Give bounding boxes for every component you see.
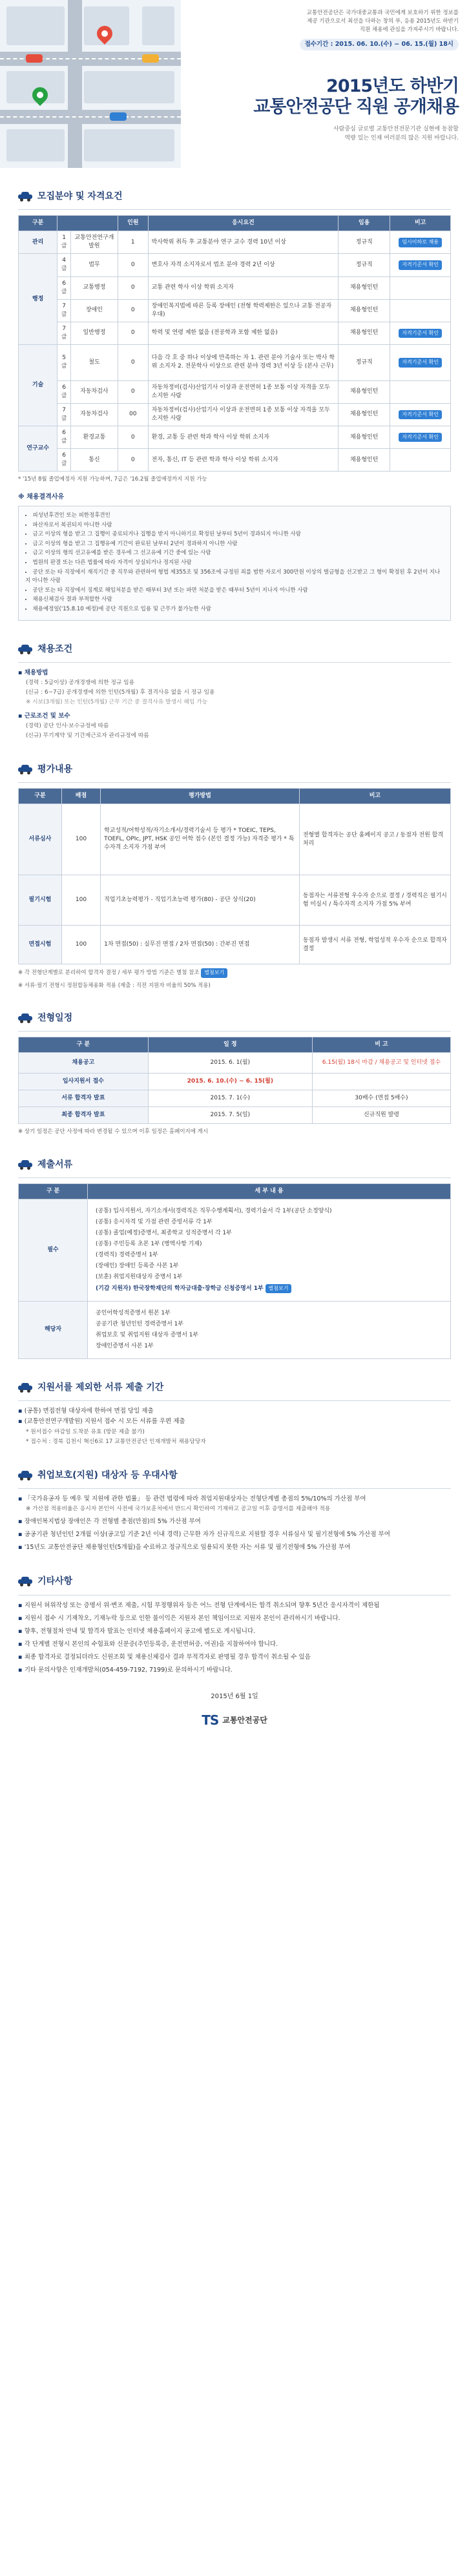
documents-table: 구 분 세 부 내 용 필수 (공통) 입사지원서, 자기소개서(경력직은 직무수행계획서), 경력기술서 각 1부(공단 소정양식) (공통) 응시자격 및 가점 관련 증빙서류 각 1부 (공통) 졸업(예정)증명서, 최종학교 성적증명서 각 1부 (공통) 주민등록 초본 1부 (병역사항 기재) (경력직) 경력증명서 1부 (장애인) 장애인 등록증 사본 1부 (보훈) 취업지원대상자 증명서 1부 (기감 지원자) 한국장학재단의 학자금대출·장학금 신청증명서 1부 별첨보기 해당자 공인어학성적증명서 원본 1부 공공기관 청년인턴 경력증명서 1부 취업보호 및 취업지원 대상자 증명서 1부 장애인증명서 사본 1부: [18, 1183, 451, 1359]
grade-cell: 6급: [57, 426, 71, 449]
table-row: [19, 254, 451, 276]
requirement-cell: 박사학위 취득 후 교통분야 연구 교수 경력 10년 이상: [148, 231, 338, 254]
section-header-conditions: 채용조건: [18, 643, 451, 656]
requirement-cell: 장애인복지법에 따른 등록 장애인 (전형 학력제한은 있으나 교통 전공자 우대): [148, 299, 338, 322]
count-cell: 0: [118, 299, 148, 322]
grade-cell: 7급: [57, 322, 71, 344]
qualification-button[interactable]: 자격기준서 확인: [399, 358, 442, 367]
hero-description: 사람중심 글로벌 교통안전전문기관 실현에 동참할 역량 있는 인재 여러분의 많은 지원 바랍니다.: [333, 125, 459, 142]
qualification-button[interactable]: 자격기준서 확인: [399, 329, 442, 338]
appointment-cell: 채용형인턴: [339, 276, 390, 299]
requirement-cell: 자동차정비(검사)산업기사 이상과 운전면허 1종 보통 이상 자격을 모두 소지한 사람: [148, 380, 338, 403]
note-cell: [390, 299, 451, 322]
section-header-submission: 지원서를 제외한 서류 제출 기간: [18, 1381, 451, 1394]
count-cell: 00: [118, 403, 148, 426]
grade-cell: 6급: [57, 380, 71, 403]
section-header-preference: 취업보호(지원) 대상자 등 우대사항: [18, 1469, 451, 1482]
attachment-button[interactable]: 별첨보기: [201, 968, 227, 977]
announcement-date: 2015년 6월 1일: [211, 1693, 258, 1701]
note-cell: [390, 322, 451, 344]
car-icon: [18, 645, 32, 654]
grade-cell: 6급: [57, 449, 71, 472]
count-cell: 0: [118, 449, 148, 472]
car-icon: [18, 1160, 32, 1169]
table-row: [19, 344, 451, 380]
appointment-cell: 채용형인턴: [339, 322, 390, 344]
note-cell: [390, 254, 451, 276]
field-cell: 일반행정: [70, 322, 118, 344]
note-cell: [390, 449, 451, 472]
appointment-cell: 정규직: [339, 344, 390, 380]
table-row: [19, 403, 451, 426]
requirement-cell: 환경, 교통 등 관련 학과 학사 이상 학위 소지자: [148, 426, 338, 449]
group-cell: 행정: [19, 254, 57, 344]
section-header-evaluation: 평가내용: [18, 763, 451, 776]
qualification-button[interactable]: 자격기준서 확인: [399, 433, 442, 442]
table-row: [19, 231, 451, 254]
hero-title: 2015년도 하반기 교통안전공단 직원 공개채용: [253, 76, 459, 118]
grade-cell: 5급: [57, 344, 71, 380]
field-cell: 철도: [70, 344, 118, 380]
section-header-etc: 기타사항: [18, 1575, 451, 1588]
section-header-documents: 제출서류: [18, 1158, 451, 1171]
appointment-cell: 채용형인턴: [339, 299, 390, 322]
note-cell: [390, 231, 451, 254]
table-row: [19, 449, 451, 472]
attachment-button[interactable]: 별첨보기: [266, 1284, 292, 1293]
ts-logo-icon: TS: [202, 1712, 219, 1728]
map-illustration: [0, 0, 181, 168]
table-row: [19, 426, 451, 449]
count-cell: 0: [118, 254, 148, 276]
car-icon: [18, 1383, 32, 1392]
count-cell: 0: [118, 380, 148, 403]
note-cell: [390, 380, 451, 403]
group-cell: 연구교수: [19, 426, 57, 472]
field-cell: 자동차검사: [70, 403, 118, 426]
organization-logo: TS 교통안전공단: [18, 1711, 451, 1730]
car-icon: [18, 1577, 32, 1586]
count-cell: 0: [118, 276, 148, 299]
appointment-cell: 채용형인턴: [339, 380, 390, 403]
grade-cell: 7급: [57, 299, 71, 322]
preference-body: ▪ 「국가유공자 등 예우 및 지원에 관한 법률」 등 관련 법령에 따라 취업지원대상자는 전형단계별 총점의 5%/10%의 가산점 부여 ※ 가산점 적용비율은 응시자 본인이 사전에 국가보훈처에서 반드시 확인하여 기재하고 공고일 이후 증명서를 제출해야 적용 ▪ 장애인복지법상 장애인은 각 전형별 총점(만점)의 5% 가산점 부여 ▪ 공공기관 청년인턴 2개월 이상(공고일 기준 2년 이내 경력) 근무한 자가 신규직으로 지원할 경우 서류심사 및 필기전형에 5% 가산점 부여 ▪ '15년도 교통안전공단 채용형인턴(5개월)을 수료하고 정규직으로 임용되지 못한 자는 서류 및 필기전형에 5% 가산점 부여: [18, 1495, 390, 1552]
table-row: [19, 322, 451, 344]
hero-intro: 교통안전공단은 국가대중교통과 국민에게 보호하기 위한 정보를 제공 기관으로서 최선을 다하는 창의 부, 응용 2015년도 하반기 직원 채용에 관심을 가져주시기 바랍니다.: [306, 10, 459, 33]
qualification-button[interactable]: 자격기준서 확인: [399, 260, 442, 269]
recruit-footnote: * '15년 8월 졸업예정자 지원 가능하며, 7급은 '16.2월 졸업예정까지 지원 가능: [18, 476, 207, 483]
schedule-table: 구 분 일 정 비 고 채용공고 2015. 6. 1(월) 6.15(월) 18시 마감 / 채용공고 및 인터넷 접수 입사지원서 접수 2015. 6. 10.(수) ~ 6. 15(월) 서류 합격자 발표 2015. 7. 1(수) 30배수 (면접 5배수) 최종 합격자 발표 2015. 7. 5(일) 신규직원 발령: [18, 1037, 451, 1124]
evaluation-note-2: ※ 서류·필기 전형시 정원합동채용화 적용 (제출 : 직전 지원자 비율의 50% 적용): [18, 982, 211, 989]
note-cell: [390, 276, 451, 299]
schedule-footnote: ※ 상기 일정은 공단 사정에 따라 변경될 수 있으며 이후 일정은 홈페이지에 게시: [18, 1128, 209, 1136]
table-row: [19, 380, 451, 403]
requirement-cell: 변호사 자격 소지자로서 법조 분야 경력 2년 이상: [148, 254, 338, 276]
etc-body: ▪ 지원서 허위작성 또는 증명서 위·변조 제출, 시험 부정행위자 등은 어느 전형 단계에서든 합격 취소되며 향후 5년간 응시자격이 제한됨 ▪ 지원서 접수 시 기재착오, 기재누락 등으로 인한 불이익은 지원자 본인 책임이므로 지원자 본인이 관리하시기 바랍니다. ▪ 향후, 전형절차 안내 및 합격자 발표는 인터넷 채용홈페이지 공고에 별도로 게시됩니다. ▪ 각 단계별 전형시 본인의 수험표와 신분증(주민등록증, 운전면허증, 여권)을 지참하여야 합니다. ▪ 최종 합격자로 결정되더라도 신원조회 및 채용신체검사 결과 부적격자로 판명될 경우 합격이 취소될 수 있음 ▪ 기타 문의사항은 인재개발처(054-459-7192, 7199)로 문의하시기 바랍니다.: [18, 1601, 380, 1674]
car-icon: [18, 1013, 32, 1023]
field-cell: 자동차검사: [70, 380, 118, 403]
grade-cell: 4급: [57, 254, 71, 276]
section-header-schedule: 전형일정: [18, 1012, 451, 1024]
note-cell: [390, 426, 451, 449]
count-cell: 0: [118, 322, 148, 344]
appointment-cell: 정규직: [339, 254, 390, 276]
car-icon: [18, 192, 32, 201]
car-icon: [18, 765, 32, 774]
requirement-cell: 교통 관련 학사 이상 학위 소지자: [148, 276, 338, 299]
count-cell: 0: [118, 344, 148, 380]
submission-body: ▪ (공통) 면접전형 대상자에 한하여 면접 당일 제출 ▪ (교통안전연구개발원) 지원서 접수 시 모든 서류를 우편 제출 * 원서접수 마감일 도착분 유효 (방문 제출 불가) * 접수처 : 경북 김천시 혁신6로 17 교통안전공단 인재개발처 채용담당자: [18, 1407, 206, 1445]
section-header-recruit: 모집분야 및 자격요건: [18, 190, 451, 203]
field-cell: 장애인: [70, 299, 118, 322]
requirement-cell: 전자, 통신, IT 등 관련 학과 학사 이상 학위 소지자: [148, 449, 338, 472]
table-row: [19, 276, 451, 299]
disqualification-box: ※ 채용결격사유 • 피성년후견인 또는 피한정후견인 • 파산자로서 복권되지 아니한 사람 • 금고 이상의 형을 받고 그 집행이 종료되거나 집행을 받지 아니하기로 확정된 날부터 5년이 경과되지 아니한 사람 • 금고 이상의 형을 받고 그 집행유예 기간이 완료된 날부터 2년이 경과하지 아니한 사람 • 금고 이상의 형의 선고유예를 받은 경우에 그 선고유예 기간 중에 있는 사람 • 법원의 판결 또는 다른 법률에 따라 자격이 상실되거나 정지된 사람 • 공단 또는 타 직장에서 재직기간 중 직무와 관련하여 형법 제355조 및 356조에 규정된 죄를 범한 자로서 300만원 이상의 벌금형을 선고받고 그 형이 확정된 후 2년이 지나지 아니한 사람 • 공단 또는 타 직장에서 징계로 해임처분을 받은 때부터 3년 또는 파면 처분을 받은 때부터 5년이 지나지 아니한 사람 • 채용신체검사 결과 부적합한 사람 • 채용예정일('15.8.10 예정)에 공단 직원으로 입용 및 근무가 불가능한 사람: [18, 493, 451, 621]
field-cell: 통신: [70, 449, 118, 472]
qualification-button[interactable]: 자격기준서 확인: [399, 410, 442, 419]
application-period: 접수기간 : 2015. 06. 10.(수) ~ 06. 15.(월) 18시: [300, 39, 459, 50]
conditions-body: ▪ 채용방법 (경력 : 5급이상) 공개경쟁에 의한 정규 임용 (신규 : 6~7급) 공개경쟁에 의한 인턴(5개월) 후 결격사유 없을 시 정규 임용 ※ 시보(3개월) 또는 인턴(5개월) 근무 기간 중 결격사유 발생시 해임 가능 ▪ 근로조건 및 보수 (경력) 공단 인사·보수규정에 따름 (신규) 무기계약 및 기간제근로자 관리규정에 따름: [18, 669, 215, 739]
note-cell: [390, 344, 451, 380]
evaluation-table: 구분 배점 평가방법 비고 서류심사 100 학교성적/어학성적/자기소개서/경력기술서 등 평가 * TOEIC, TEPS, TOEFL, OPIc, JPT, HSK 공인 어학 점수 (본인 결정 가능) 자격증 평가 * 특수자격 소지자 가점 부여 전형별 합격자는 공단 홈페이지 공고 / 동점자 전원 합격 처리 필기시험 100 직업기초능력평가 - 직업기초능력 평가(80) - 공단 상식(20) 동점자는 서류전형 우수자 순으로 결정 / 경력직은 필기시험 미실시 / 특수자격 소지자 가점 5% 부여 면접시험 100 1차 면접(50) : 실무진 면접 / 2차 면접(50) : 간부진 면접 동점자 발생시 서류 전형, 학업성적 우수자 순으로 합격자 결정: [18, 788, 451, 964]
table-row: [19, 299, 451, 322]
grade-cell: 7급: [57, 403, 71, 426]
group-cell: 기술: [19, 344, 57, 426]
car-icon: [18, 1471, 32, 1480]
requirement-cell: 자동차정비(검사)산업기사 이상과 운전면허 1종 보통 이상 자격을 모두 소지한 사람: [148, 403, 338, 426]
appointment-cell: 채용형인턴: [339, 449, 390, 472]
group-cell: 관리: [19, 231, 57, 254]
appointment-cell: 채용형인턴: [339, 426, 390, 449]
appointment-cell: 채용형인턴: [339, 403, 390, 426]
grade-cell: 6급: [57, 276, 71, 299]
hero-banner: [0, 0, 469, 168]
requirement-cell: 학력 및 연령 제한 없음 (전공학과 포함 제한 없음): [148, 322, 338, 344]
note-cell: [390, 403, 451, 426]
requirement-cell: 다음 각 호 중 하나 이상에 만족하는 자 1. 관련 분야 기술사 또는 박사 학위 소지자 2. 전문학사 이상으로 관련 분야 경력 3년 이상 등 (본사 근무): [148, 344, 338, 380]
recruit-table: 구분 인원 응시요건 임용 비고 관리 1급 교통안전연구개발원 1 박사학위 취득 후 교통분야 연구 교수 경력 10년 이상 정규직 임시이하로 채용 행정 4급 법무 0 변호사 자격 소지자로서 법조 분야 경력 2년 이상 정규직 자격기준서 확인 6급 교통행정 0 교통 관련 학사 이상 학위 소지자 채용형인턴 7급 장애인 0 장애인복지법에 따른 등록 장애인 (전형 학력제한은 있으나 교통 전공자 우대) 채용형인턴 7급 일반행정 0 학력 및 연령 제한 없음 (전공학과 포함 제한 없음) 채용형인턴 자격기준서 확인 기술 5급 철도 0 다음 각 호 중 하나 이상에 만족하는 자 1. 관련 분야 기술사 또는 박사 학위 소지자 2. 전문학사 이상으로 관련 분야 경력 3년 이상 등 (본사 근무) 정규직 자격기준서 확인 6급 자동차검사 0 자동차정비(검사)산업기사 이상과 운전면허 1종 보통 이상 자격을 모두 소지한 사람 채용형인턴 7급 자동차검사 00 자동차정비(검사)산업기사 이상과 운전면허 1종 보통 이상 자격을 모두 소지한 사람 채용형인턴 자격기준서 확인 연구교수 6급 환경교통 0 환경, 교통 등 관련 학과 학사 이상 학위 소지자 채용형인턴 자격기준서 확인 6급 통신 0 전자, 통신, IT 등 관련 학과 학사 이상 학위 소지자 채용형인턴: [18, 215, 451, 472]
count-cell: 1: [118, 231, 148, 254]
count-cell: 0: [118, 426, 148, 449]
field-cell: 환경교통: [70, 426, 118, 449]
qualification-button[interactable]: 임시이하로 채용: [399, 238, 442, 247]
evaluation-note-1: ※ 각 전형단계별로 분리하여 합격자 결정 / 세부 평가 방법 기준은 별첨 참조 별첨보기: [18, 968, 451, 977]
field-cell: 교통안전연구개발원: [70, 231, 118, 254]
grade-cell: 1급: [57, 231, 71, 254]
field-cell: 교통행정: [70, 276, 118, 299]
field-cell: 법무: [70, 254, 118, 276]
appointment-cell: 정규직: [339, 231, 390, 254]
